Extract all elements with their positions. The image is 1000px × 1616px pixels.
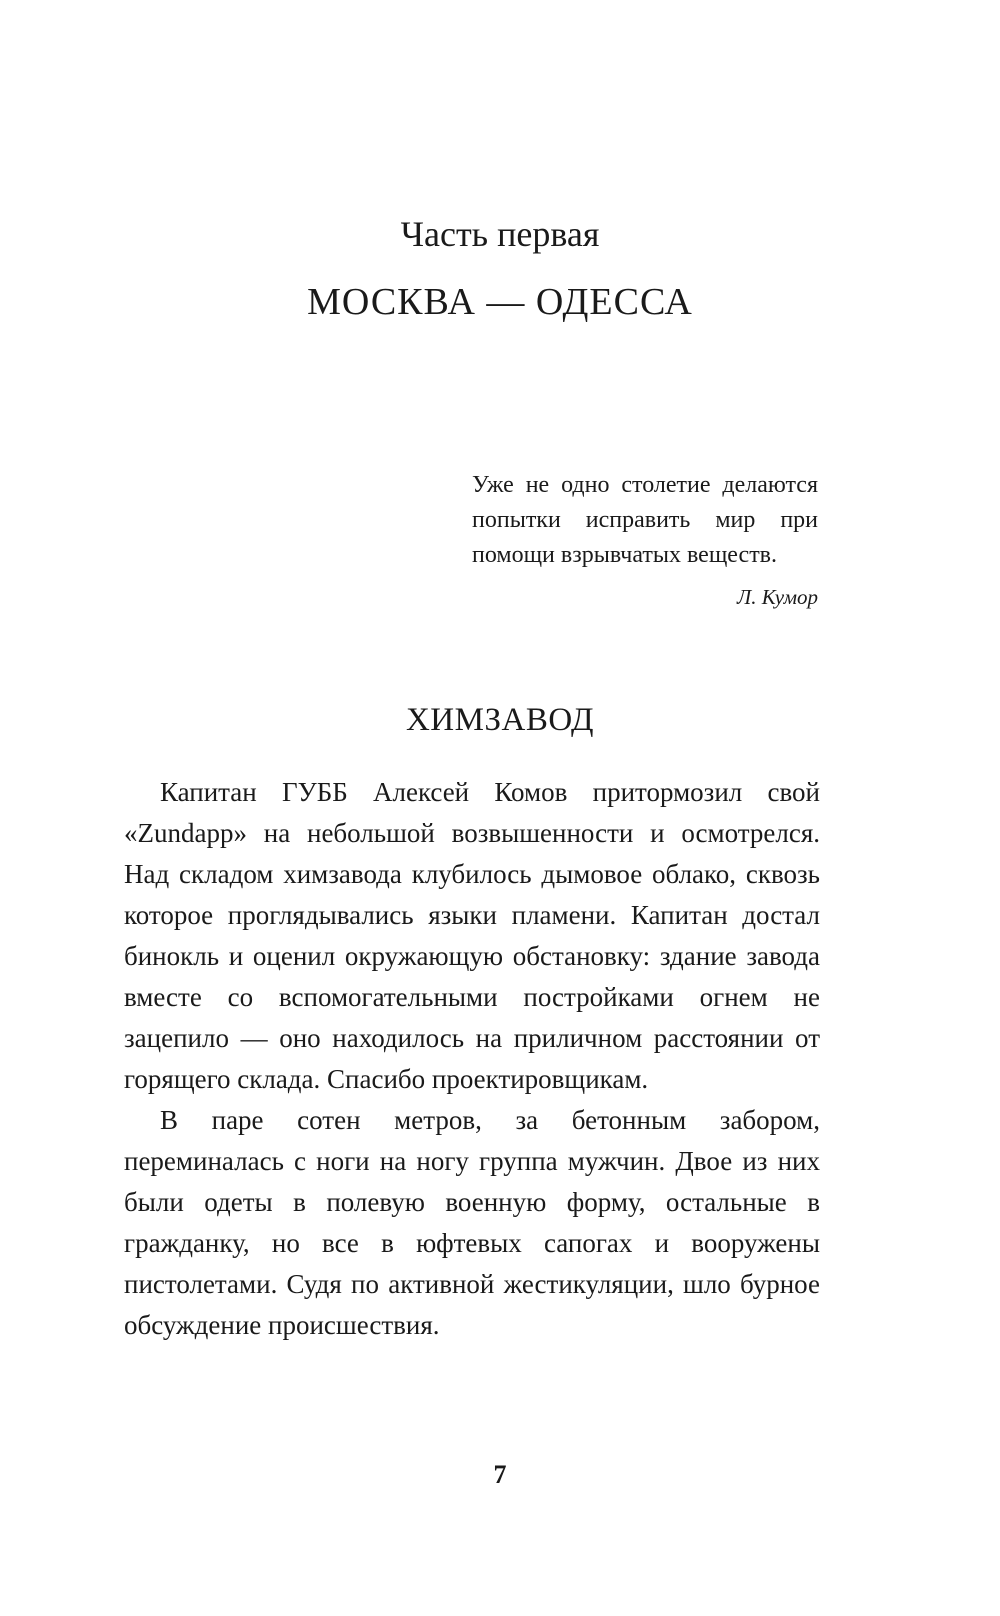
page-number: 7: [493, 1460, 507, 1489]
epigraph-text: Уже не одно столетие делаются попытки исправить мир при помощи взрывчатых веществ.: [472, 472, 818, 568]
chapter-title: ХИМЗАВОД: [405, 702, 595, 738]
paragraph: В паре сотен метров, за бетонным забором, переминалась с ноги на ногу группа мужчин. Двое из них были одеты в полевую военную форму, остальные в гражданку, но все в юфтевых сапогах и вооружены пистолетами. Судя по активной жестикуляции, шло бурное обсуждение происшествия.: [124, 1105, 820, 1340]
epigraph-author: Л. Кумор: [737, 585, 818, 609]
part-label: Часть первая: [400, 214, 600, 254]
part-title: МОСКВА — ОДЕССА: [307, 281, 693, 323]
paragraph: Капитан ГУББ Алексей Комов притормозил свой «Zundapp» на небольшой возвышенности и осмотрелся. Над складом химзавода клубилось дымовое облако, сквозь которое проглядывались языки пламени. Капитан достал бинокль и оценил окружающую обстановку: здание завода вместе со вспомогательными постройками огнем не зацепило — оно находилось на приличном расстоянии от горящего склада. Спасибо проектировщикам.: [124, 777, 820, 1094]
body-text: [124, 772, 820, 1346]
epigraph: [472, 468, 818, 613]
